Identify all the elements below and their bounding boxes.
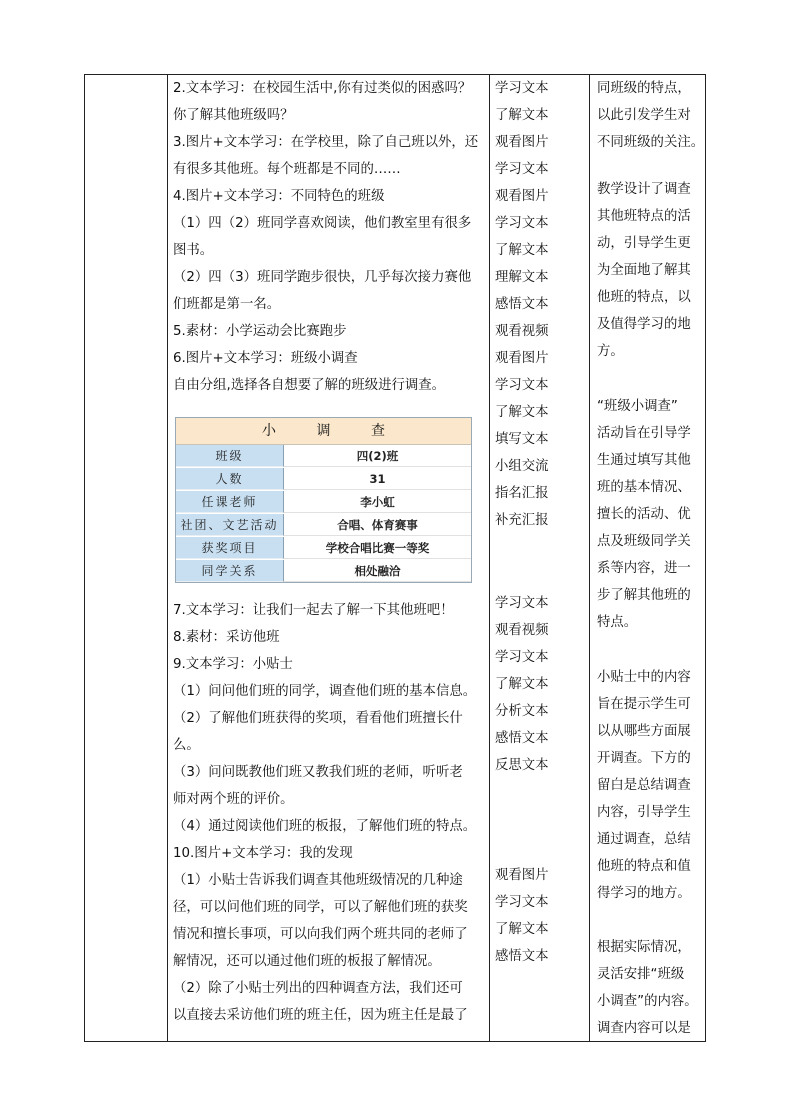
survey-row-label: 获奖项目 xyxy=(176,537,284,559)
activity-item: 学习文本 xyxy=(495,596,549,611)
intent-line: 特点。 xyxy=(597,615,638,630)
intent-line: 通过调查，总结 xyxy=(597,832,691,847)
intent-paragraph-4 xyxy=(597,664,691,907)
intent-line: 内容，引导学生 xyxy=(597,805,691,820)
survey-row xyxy=(176,467,471,490)
intent-line: 小调查”的内容。 xyxy=(597,994,698,1009)
survey-row-value: 学校合唱比赛一等奖 xyxy=(284,537,471,559)
activity-item: 理解文本 xyxy=(495,270,549,285)
content-line: 自由分组,选择各自想要了解的班级进行调查。 xyxy=(173,378,446,393)
intent-line: 擅长的活动、优 xyxy=(597,507,691,522)
intent-line: 班的基本情况、 xyxy=(597,480,691,495)
intent-line: “班级小调查” xyxy=(597,399,678,414)
activity-item: 分析文本 xyxy=(495,704,549,719)
survey-row xyxy=(176,536,471,559)
activity-item: 观看视频 xyxy=(495,623,549,638)
content-line: 解情况，还可以通过他们班的板报了解情况。 xyxy=(173,954,441,969)
student-activity-column xyxy=(489,75,589,1041)
content-line: 3.图片+文本学习：在学校里，除了自己班以外，还 xyxy=(173,135,479,150)
content-line: 图书。 xyxy=(173,243,214,258)
activity-item: 反思文本 xyxy=(495,758,549,773)
activity-item: 了解文本 xyxy=(495,677,549,692)
intent-line: 活动旨在引导学 xyxy=(597,426,691,441)
content-line: （4）通过阅读他们班的板报，了解他们班的特点。 xyxy=(173,819,477,834)
intent-line: 得学习的地方。 xyxy=(597,886,691,901)
design-intent-column xyxy=(589,75,707,1041)
intent-line: 小贴士中的内容 xyxy=(597,670,691,685)
survey-row-value: 相处融洽 xyxy=(284,560,471,582)
survey-row-value: 31 xyxy=(284,468,471,490)
intent-paragraph-5 xyxy=(597,934,698,1042)
content-line: （2）了解他们班获得的奖项，看看他们班擅长什 xyxy=(173,711,463,726)
intent-line: 及值得学习的地 xyxy=(597,317,691,332)
content-line: 10.图片+文本学习：我的发现 xyxy=(173,846,353,861)
content-block-1 xyxy=(173,75,485,399)
activity-item: 学习文本 xyxy=(495,650,549,665)
intent-line: 以此引发学生对 xyxy=(597,108,691,123)
content-line: 2.文本学习：在校园生活中,你有过类似的困惑吗？ xyxy=(173,81,472,96)
content-line: （1）小贴士告诉我们调查其他班级情况的几种途 xyxy=(173,873,463,888)
content-line: 径，可以问他们班的同学，可以了解他们班的获奖 xyxy=(173,900,468,915)
content-line: 么。 xyxy=(173,738,200,753)
intent-line: 调查内容可以是 xyxy=(597,1021,691,1036)
activity-item: 学习文本 xyxy=(495,81,549,96)
intent-line: 方。 xyxy=(597,344,624,359)
content-line: （2）四（3）班同学跑步很快，几乎每次接力赛他 xyxy=(173,270,472,285)
activity-item: 小组交流 xyxy=(495,459,549,474)
survey-row-label: 同学关系 xyxy=(176,560,284,582)
activity-item: 感悟文本 xyxy=(495,297,549,312)
intent-line: 生通过填写其他 xyxy=(597,453,691,468)
survey-card xyxy=(175,417,472,583)
survey-row-value: 李小虹 xyxy=(284,491,471,513)
activity-item: 学习文本 xyxy=(495,895,549,910)
intent-line: 以从哪些方面展 xyxy=(597,724,691,739)
survey-row xyxy=(176,490,471,513)
content-line: 有很多其他班。每个班都是不同的…… xyxy=(173,162,401,177)
activity-item: 了解文本 xyxy=(495,922,549,937)
activity-item: 学习文本 xyxy=(495,378,549,393)
content-line: 9.文本学习：小贴士 xyxy=(173,657,293,672)
activity-item: 填写文本 xyxy=(495,432,549,447)
activity-item: 补充汇报 xyxy=(495,513,549,528)
intent-line: 灵活安排“班级 xyxy=(597,967,685,982)
activity-group-1 xyxy=(495,75,549,534)
content-block-2 xyxy=(173,597,485,1029)
activity-item: 学习文本 xyxy=(495,162,549,177)
intent-paragraph-1 xyxy=(597,75,704,156)
survey-row-value: 合唱、体育赛事 xyxy=(284,514,471,536)
intent-line: 他班的特点，以 xyxy=(597,290,691,305)
activity-item: 指名汇报 xyxy=(495,486,549,501)
activity-item: 观看图片 xyxy=(495,189,549,204)
content-line: 们班都是第一名。 xyxy=(173,297,281,312)
intent-line: 为全面地了解其 xyxy=(597,263,691,278)
survey-row-label: 人数 xyxy=(176,468,284,490)
activity-item: 感悟文本 xyxy=(495,949,549,964)
activity-group-3 xyxy=(495,862,549,970)
content-line: 7.文本学习：让我们一起去了解一下其他班吧！ xyxy=(173,603,454,618)
activity-item: 观看图片 xyxy=(495,868,549,883)
intent-line: 留白是总结调查 xyxy=(597,778,691,793)
survey-row-label: 社团、文艺活动 xyxy=(176,514,284,536)
intent-line: 动，引导学生更 xyxy=(597,236,691,251)
survey-row-value: 四(2)班 xyxy=(284,445,471,467)
content-line: 你了解其他班级吗？ xyxy=(173,108,294,123)
content-line: 8.素材：采访他班 xyxy=(173,630,280,645)
content-line: 以直接去采访他们班的班主任，因为班主任是最了 xyxy=(173,1008,468,1023)
content-line: 5.素材：小学运动会比赛跑步 xyxy=(173,324,347,339)
survey-row-label: 任课老师 xyxy=(176,491,284,513)
content-line: （3）问问既教他们班又教我们班的老师，听听老 xyxy=(173,765,463,780)
activity-item: 了解文本 xyxy=(495,405,549,420)
intent-line: 步了解其他班的 xyxy=(597,588,691,603)
content-line: （1）四（2）班同学喜欢阅读，他们教室里有很多 xyxy=(173,216,472,231)
survey-row xyxy=(176,445,471,467)
content-line: 6.图片+文本学习：班级小调查 xyxy=(173,351,358,366)
intent-line: 其他班特点的活 xyxy=(597,209,691,224)
content-line: 情况和擅长事项，可以向我们两个班共同的老师了 xyxy=(173,927,468,942)
content-line: 4.图片+文本学习：不同特色的班级 xyxy=(173,189,385,204)
activity-group-2 xyxy=(495,590,549,779)
survey-title: 小 调 查 xyxy=(176,418,471,445)
survey-row-label: 班级 xyxy=(176,445,284,467)
intent-line: 点及班级同学关 xyxy=(597,534,691,549)
intent-line: 开调查。下方的 xyxy=(597,751,691,766)
survey-row xyxy=(176,559,471,582)
activity-item: 观看图片 xyxy=(495,135,549,150)
intent-line: 旨在提示学生可 xyxy=(597,697,691,712)
intent-line: 同班级的特点， xyxy=(597,81,691,96)
activity-item: 观看视频 xyxy=(495,324,549,339)
intent-line: 不同班级的关注。 xyxy=(597,135,705,150)
lesson-table xyxy=(84,74,706,1042)
activity-item: 感悟文本 xyxy=(495,731,549,746)
survey-rows xyxy=(176,445,471,582)
content-line: （1）问问他们班的同学，调查他们班的基本信息。 xyxy=(173,684,477,699)
activity-item: 了解文本 xyxy=(495,243,549,258)
intent-line: 他班的特点和值 xyxy=(597,859,691,874)
activity-item: 观看图片 xyxy=(495,351,549,366)
intent-line: 教学设计了调查 xyxy=(597,182,691,197)
content-line: 师对两个班的评价。 xyxy=(173,792,294,807)
teaching-content-column xyxy=(167,75,489,1041)
survey-row xyxy=(176,513,471,536)
intent-line: 系等内容，进一 xyxy=(597,561,691,576)
intent-paragraph-3 xyxy=(597,393,691,636)
activity-item: 学习文本 xyxy=(495,216,549,231)
activity-item: 了解文本 xyxy=(495,108,549,123)
content-line: （2）除了小贴士列出的四种调查方法，我们还可 xyxy=(173,981,463,996)
intent-paragraph-2 xyxy=(597,176,691,365)
intent-line: 根据实际情况， xyxy=(597,940,691,955)
